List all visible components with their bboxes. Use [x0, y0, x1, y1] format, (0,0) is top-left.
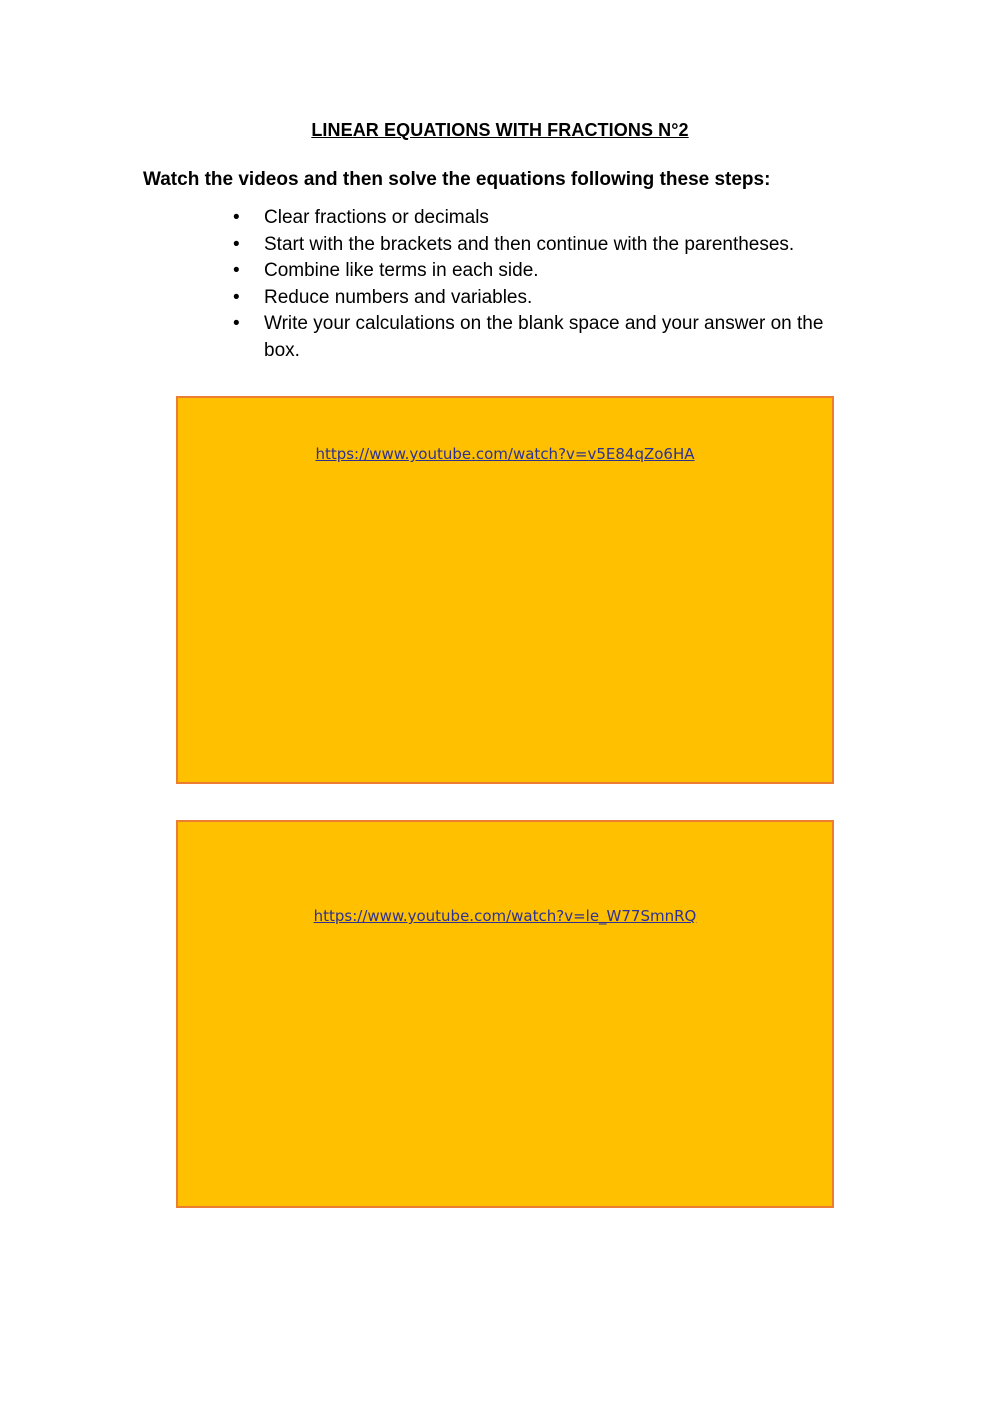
video-box-1: [176, 396, 834, 784]
step-item: • Write your calculations on the blank space and your answer on the box.: [264, 311, 844, 364]
steps-list: [264, 205, 844, 364]
step-item: • Reduce numbers and variables.: [264, 285, 844, 312]
step-item: • Combine like terms in each side.: [264, 258, 844, 285]
video-box-2: [176, 820, 834, 1208]
page-title: LINEAR EQUATIONS WITH FRACTIONS N°2: [311, 120, 689, 140]
step-item: • Clear fractions or decimals: [264, 205, 844, 232]
instructions-heading: Watch the videos and then solve the equations following these steps:: [143, 169, 771, 190]
video-link-1[interactable]: https://www.youtube.com/watch?v=v5E84qZo6HA: [315, 445, 695, 463]
step-item: • Start with the brackets and then continue with the parentheses.: [264, 232, 844, 259]
video-link-2[interactable]: https://www.youtube.com/watch?v=le_W77SmnRQ: [313, 907, 697, 925]
